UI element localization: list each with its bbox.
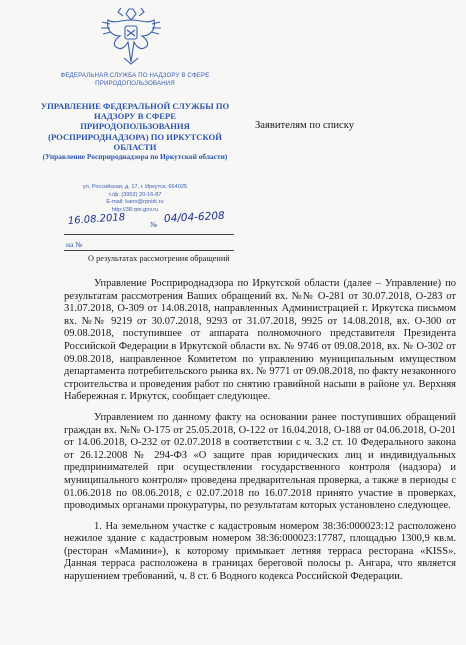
handwritten-number: 04/04-6208 [163,209,226,225]
agency-name: УПРАВЛЕНИЕ ФЕДЕРАЛЬНОЙ СЛУЖБЫ ПО НАДЗОРУ В СФЕРЕ ПРИРОДОПОЛЬЗОВАНИЯ (РОСПРИРОДНАДЗОРА) ПО ИРКУТСКОЙ ОБЛАСТИ [40,101,230,152]
reference-label: на № [66,240,83,249]
agency-header [40,101,230,161]
letter-body [64,278,456,592]
postal-address: ул. Российская, д. 17, г. Иркутск, 664025 [82,184,188,190]
service-name: ФЕДЕРАЛЬНАЯ СЛУЖБА ПО НАДЗОРУ В СФЕРЕ ПРИРОДОПОЛЬЗОВАНИЯ [60,72,210,87]
agency-short-name: (Управление Росприроднадзора по Иркутской области) [42,152,228,162]
subject-line: О результатах рассмотрения обращений [88,254,230,263]
paragraph-1: Управление Росприроднадзора по Иркутской области (далее – Управление) по результатам рассмотрения Ваших обращений вх. №№ О-281 от 30.07.2018, О-283 от 31.07.2018, О-309 от 14.08.2018, направленных Администрацией г. Иркутска письмом вх. №№ 9219 от 30.07.2018, 9293 от 31.07.2018, 9925 от 14.08.2018, вх. О-300 от 09.08.2018, поступившее от аппарата полномочного представителя Президента Российской Федерации в Иркутской области вх. № 9746 от 09.08.2018, вх. № О-302 от 09.08.2018, направленное Комитетом по управлению муниципальным имуществом департамента потребительского рынка вх. № 9771 от 09.08.2018, по факту незаконного строительства и проведения работ по снятию гравийной насыпи в районе ул. Верхняя Набережная г. Иркутск, сообщает следующее. [64,278,456,403]
number-label: № [150,220,158,229]
phone: т./ф. (3952) 20-16-87 [108,191,162,198]
reference-line [64,240,234,251]
website: http://38.rpn.gov.ru [111,206,159,213]
contact-block [40,184,230,214]
paragraph-3: 1. На земельном участке с кадастровым номером 38:36:000023:12 расположено нежилое здание с кадастровым номером 38:36:000023:17787, площадью 1300,9 кв.м. (ресторан «Мамини»), к которому примыкает летняя терраса ресторана «KISS». Данная терраса расположена в границах береговой полосы р. Ангара, что является нарушением требований, ч. 8 ст. 6 Водного кодекса Российской Федерации. [64,520,456,583]
paragraph-2: Управлением по данному факту на основании ранее поступивших обращений граждан вх. №№ О-175 от 25.05.2018, О-122 от 16.04.2018, О-188 от 04.06.2018, О-201 от 14.06.2018, О-232 от 02.07.2018 в соответствии с ч. 3.2 ст. 10 Федерального закона от 26.12.2008 № 294-ФЗ «О защите прав юридических лиц и индивидуальных предпринимателей при осуществлении государственного контроля (надзора) и муниципального контроля» проведена предварительная проверка, а также в периоды с 01.06.2018 по 08.06.2018, с 02.07.2018 по 16.07.2018 принято участие в проверках, проводимых органами прокуратуры, по результатам которых установлено следующее. [64,411,456,512]
handwritten-date: 16.08.2018 [67,212,126,227]
coat-of-arms-icon [96,6,166,70]
addressee: Заявителям по списку [255,120,355,131]
email: E-mail: kano@rpnirk.ru [106,199,164,205]
